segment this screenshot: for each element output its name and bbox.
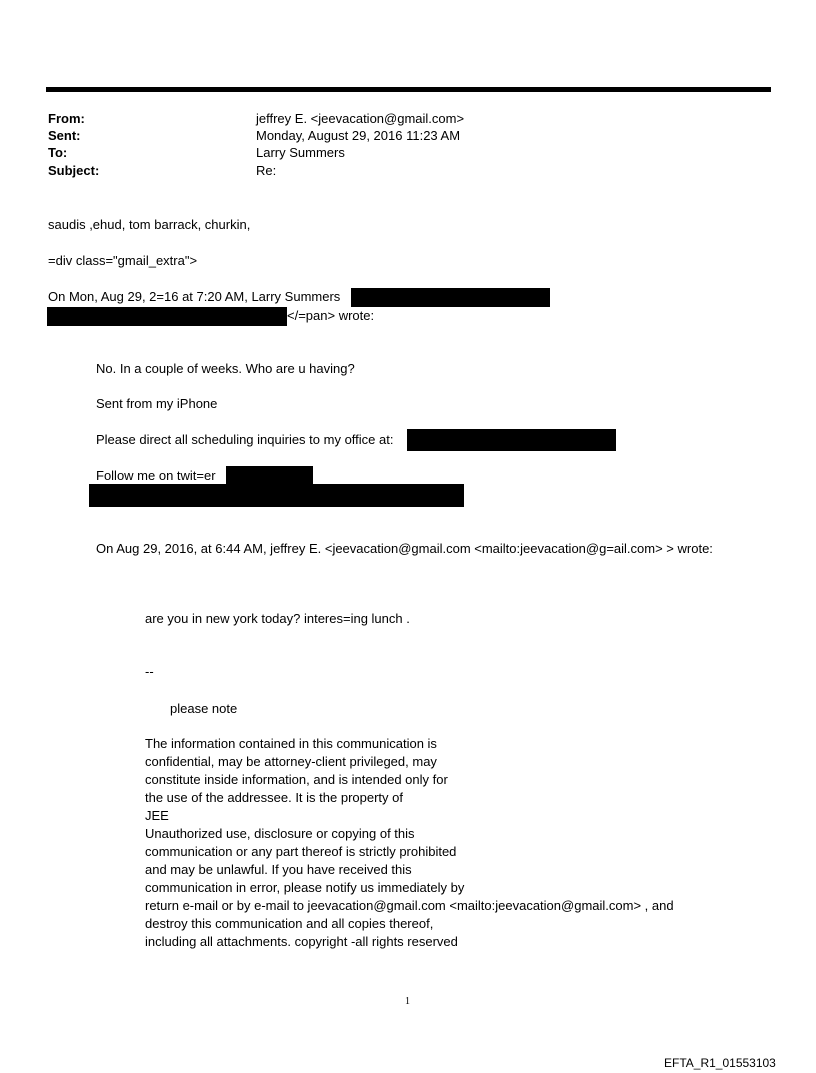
signature-note: please note xyxy=(170,701,238,716)
from-value: jeffrey E. <jeevacation@gmail.com> xyxy=(256,111,465,126)
disclaimer-line: including all attachments. copyright -all rights reserved xyxy=(145,934,458,949)
original-line-1: are you in new york today? interes=ing lunch . xyxy=(145,611,410,626)
reply-line-3: Please direct all scheduling inquiries to my office at: xyxy=(96,432,394,447)
document-id: EFTA_R1_01553103 xyxy=(664,1056,776,1070)
disclaimer-line: communication or any part thereof is strictly prohibited xyxy=(145,844,457,859)
disclaimer-line: communication in error, please notify us immediately by xyxy=(145,880,465,895)
to-value: Larry Summers xyxy=(256,145,345,160)
redaction-1 xyxy=(351,288,550,307)
redaction-2 xyxy=(47,307,287,326)
disclaimer-line: Unauthorized use, disclosure or copying of this xyxy=(145,826,415,841)
redaction-3 xyxy=(407,429,616,451)
quote-intro-1: On Mon, Aug 29, 2=16 at 7:20 AM, Larry Summers xyxy=(48,289,341,304)
from-label: From: xyxy=(48,111,85,126)
quote-intro-2-line: On Aug 29, 2016, at 6:44 AM, jeffrey E. <jeevacation@gmail.com <mailto:jeevacation@g=ail.com> > wrote: xyxy=(96,541,713,556)
page-number: 1 xyxy=(405,996,410,1007)
disclaimer-line: and may be unlawful. If you have received this xyxy=(145,862,412,877)
disclaimer-line: constitute inside information, and is intended only for xyxy=(145,772,448,787)
disclaimer-line: the use of the addressee. It is the property of xyxy=(145,790,403,805)
disclaimer-line: destroy this communication and all copies thereof, xyxy=(145,916,434,931)
subject-value: Re: xyxy=(256,163,277,178)
disclaimer-line: JEE xyxy=(145,808,169,823)
disclaimer-line: return e-mail or by e-mail to jeevacation@gmail.com <mailto:jeevacation@gmail.com> , and xyxy=(145,898,674,913)
sent-label: Sent: xyxy=(48,128,81,143)
disclaimer-line: confidential, may be attorney-client privileged, may xyxy=(145,754,437,769)
reply-line-2: Sent from my iPhone xyxy=(96,396,218,411)
signature-dash: -- xyxy=(145,664,154,679)
to-label: To: xyxy=(48,145,68,160)
reply-line-1: No. In a couple of weeks. Who are u having? xyxy=(96,361,355,376)
quote-intro-2: </=pan> wrote: xyxy=(287,308,375,323)
body-line-1: saudis ,ehud, tom barrack, churkin, xyxy=(48,217,251,232)
disclaimer-line: The information contained in this communication is xyxy=(145,736,437,751)
sent-value: Monday, August 29, 2016 11:23 AM xyxy=(256,128,461,143)
reply-line-4: Follow me on twit=er xyxy=(96,468,216,483)
header-rule xyxy=(46,87,771,92)
subject-label: Subject: xyxy=(48,163,100,178)
redaction-5 xyxy=(89,484,464,507)
redaction-4 xyxy=(226,466,313,484)
body-line-2: =div class="gmail_extra"> xyxy=(48,253,198,268)
